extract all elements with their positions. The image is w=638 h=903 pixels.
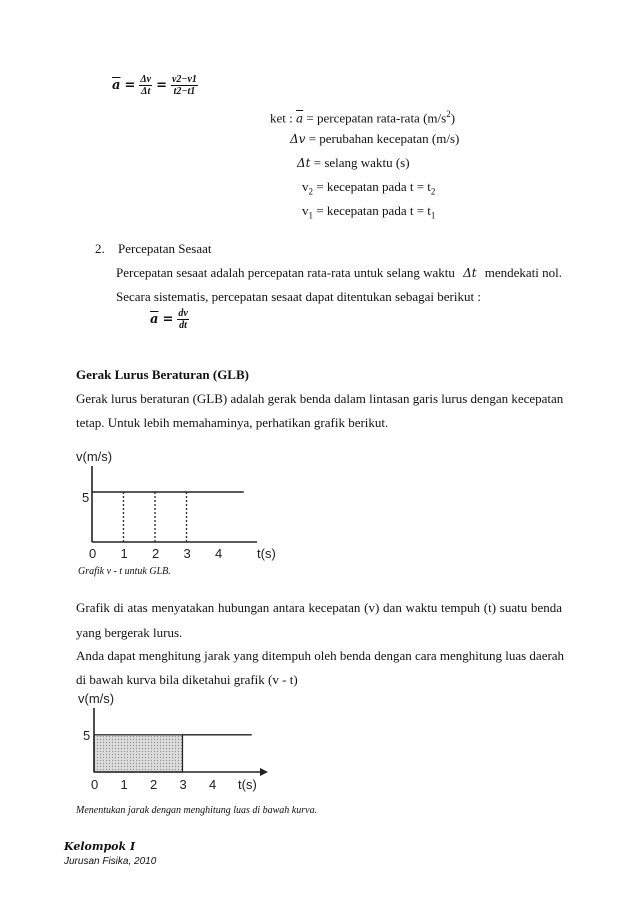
graph1-xtick-2: 2 <box>152 546 160 561</box>
graph2-xtick-2: 2 <box>150 777 158 792</box>
equals-sign: = <box>124 78 136 93</box>
fraction-velocity <box>171 74 198 97</box>
graph-v-t-glb <box>72 448 322 568</box>
text: mendekati nol. <box>484 265 562 280</box>
ket-prefix: ket : <box>270 110 293 126</box>
glb-para1-line2: tetap. Untuk lebih memahaminya, perhatikan grafik berikut. <box>76 415 389 430</box>
ket-text: = kecepatan pada t = t <box>316 203 431 218</box>
ket-text: = selang waktu (s) <box>313 155 410 170</box>
average-acceleration-formula <box>112 74 198 97</box>
glb-para3-line2: di bawah kurva bila diketahui grafik (v - t) <box>76 672 298 687</box>
graph1-xtick-0: 0 <box>89 546 97 561</box>
graph1-xlabel: t(s) <box>257 546 276 561</box>
frac-den: Δt <box>141 86 151 97</box>
graph2-xtick-3: 3 <box>179 777 187 792</box>
footer-group: Kelompok I <box>64 840 136 853</box>
ket-sub: 1 <box>308 210 313 221</box>
frac-num: Δv <box>140 74 152 85</box>
ket-symbol: v <box>302 179 309 194</box>
glb-para1-line1: Gerak lurus beraturan (GLB) adalah gerak benda dalam lintasan garis lurus dengan kecepatan <box>76 391 564 406</box>
ket-row-1 <box>270 106 455 126</box>
formula-a-bar: $\overline{a}$ <box>150 312 159 327</box>
glb-para2-line2: yang bergerak lurus. <box>76 625 183 640</box>
graph1-ylabel: v(m/s) <box>76 449 113 464</box>
ket-text: = kecepatan pada t = t <box>316 179 431 194</box>
ket-sub: 2 <box>308 186 313 197</box>
equals-sign: = <box>162 312 174 327</box>
text: Percepatan sesaat adalah percepatan rata-rata untuk selang waktu <box>116 265 455 280</box>
ket-text: = percepatan rata-rata (m/s <box>306 110 447 126</box>
section-2-line-1 <box>116 265 562 281</box>
delta-t-symbol: Δt <box>463 266 477 280</box>
graph1-xtick-4: 4 <box>215 546 223 561</box>
graph2-x-arrow <box>260 768 268 776</box>
glb-heading: Gerak Lurus Beraturan (GLB) <box>76 367 249 382</box>
ket-sup: 2 <box>446 109 451 119</box>
ket-tail: ) <box>450 110 456 126</box>
fraction-delta <box>139 74 152 97</box>
graph2-xtick-1: 1 <box>120 777 128 792</box>
ket-row-5 <box>302 203 435 224</box>
graph1-xtick-1: 1 <box>120 546 128 561</box>
caption-2: Menentukan jarak dengan menghitung luas di bawah kurva. <box>76 805 318 816</box>
equals-sign: = <box>156 78 167 93</box>
graph2-shaded-area <box>94 735 183 772</box>
graph2-xtick-0: 0 <box>91 777 99 792</box>
graph2-xlabel: t(s) <box>238 777 257 792</box>
glb-para3-line1: Anda dapat menghitung jarak yang ditempuh oleh benda dengan cara menghitung luas daerah <box>76 648 565 663</box>
section-number: 2. <box>95 241 105 256</box>
footer-dept: Jurusan Fisika, 2010 <box>64 856 157 867</box>
section-2-heading <box>95 241 211 257</box>
section-2-line-2 <box>116 289 481 305</box>
ket-symbol: v <box>302 203 309 218</box>
graph-area-under-curve <box>72 690 322 800</box>
glb-para2-line1: Grafik di atas menyatakan hubungan antara kecepatan (v) dan waktu tempuh (t) suatu benda <box>76 600 562 615</box>
formula-a-bar: $\overline{a}$ <box>112 78 121 93</box>
graph2-xtick-4: 4 <box>209 777 217 792</box>
graph1-ytick: 5 <box>82 490 90 505</box>
ket-sub: 1 <box>430 210 436 221</box>
graph2-ytick: 5 <box>83 728 91 743</box>
ket-sub: 2 <box>430 186 436 197</box>
frac-den: t2−t1 <box>173 86 196 97</box>
ket-row-4 <box>302 179 435 200</box>
graph1-xtick-3: 3 <box>183 546 191 561</box>
ket-symbol: Δt <box>297 156 311 170</box>
graph2-ylabel: v(m/s) <box>78 691 115 706</box>
instantaneous-acceleration-formula <box>150 308 189 331</box>
frac-num: v2−v1 <box>171 74 197 85</box>
section-title: Percepatan Sesaat <box>118 241 212 256</box>
text: Secara sistematis, percepatan sesaat dapat ditentukan sebagai berikut : <box>116 289 481 304</box>
ket-text: = perubahan kecepatan (m/s) <box>308 131 460 146</box>
frac-den: dt <box>179 320 187 331</box>
frac-num: dv <box>178 308 188 319</box>
ket-row-2 <box>290 131 459 147</box>
fraction-dv-dt <box>177 308 188 331</box>
ket-row-3 <box>297 155 410 171</box>
ket-symbol: $\overline{a}$ <box>296 111 304 126</box>
caption-1: Grafik v - t untuk GLB. <box>78 566 171 577</box>
ket-symbol: Δv <box>290 132 306 146</box>
